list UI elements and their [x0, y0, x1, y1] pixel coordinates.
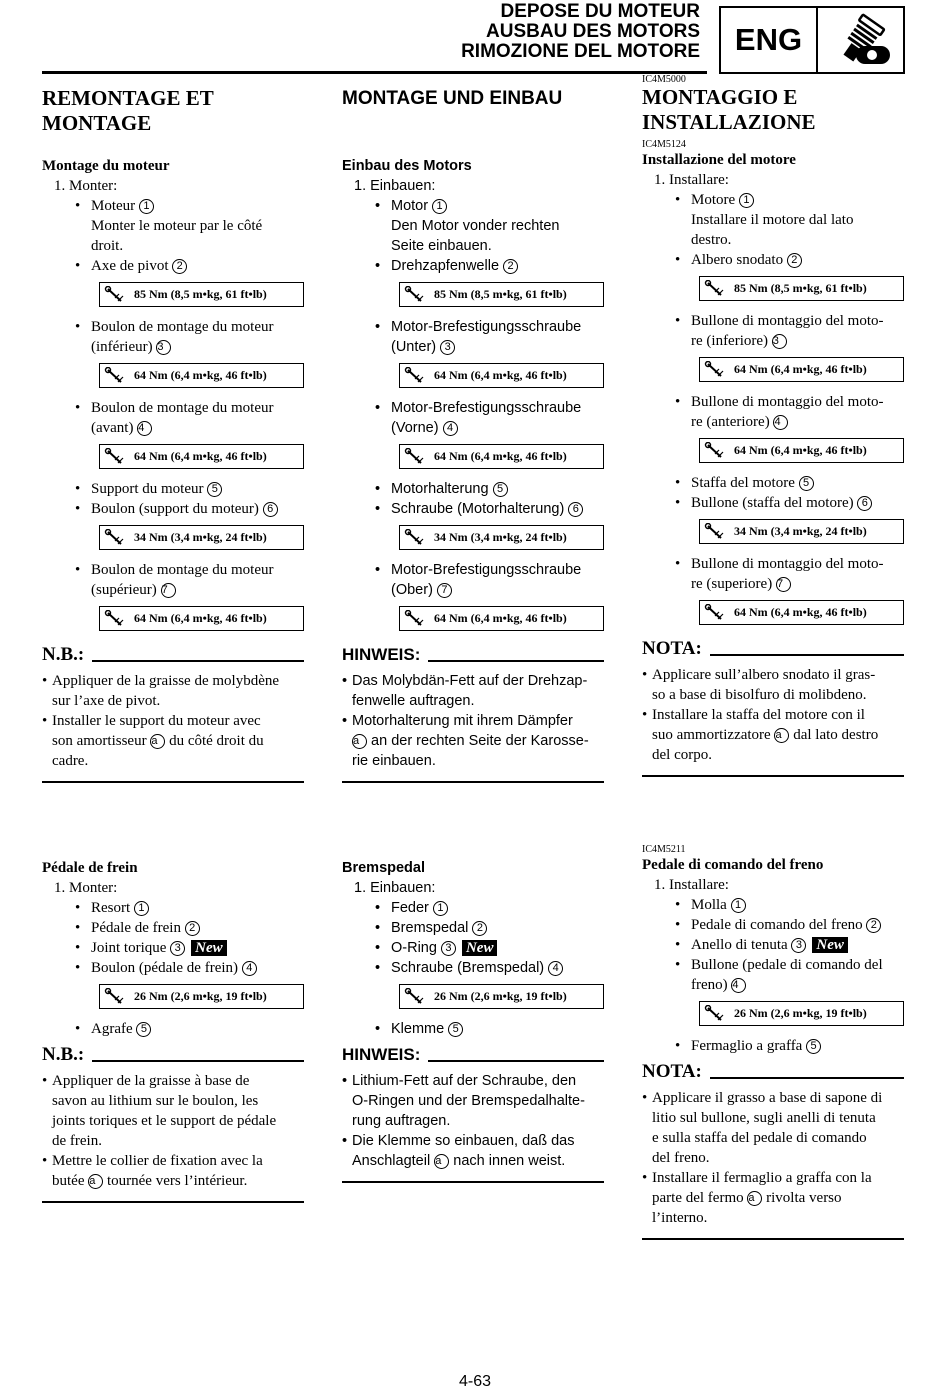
header-titles — [461, 2, 700, 62]
torque-spec: 64 Nm (6,4 m•kg, 46 ft•lb) — [699, 357, 904, 382]
callout-number: 5 — [806, 1039, 821, 1054]
callout-letter: a — [352, 734, 367, 749]
torque-wrench-icon — [100, 985, 130, 1008]
callout-number: 6 — [568, 502, 583, 517]
section-end-rule — [42, 1201, 304, 1203]
list-item: • Fermaglio a graffa 5 — [642, 1036, 904, 1056]
callout-number: 2 — [185, 921, 200, 936]
list-item: • Albero snodato 2 — [642, 250, 904, 270]
list-item: • Bullone (staffa del motore) 6 — [642, 493, 904, 513]
torque-wrench-icon — [700, 601, 730, 624]
note-heading: NOTA: — [642, 1060, 904, 1084]
callout-number: 4 — [548, 961, 563, 976]
step: 1. Installare: — [654, 877, 729, 893]
torque-spec: 64 Nm (6,4 m•kg, 46 ft•lb) — [99, 363, 304, 388]
subsection-title: Bremspedal — [342, 860, 426, 876]
callout-number: 3 — [156, 340, 171, 355]
list-item: • Anello di tenuta 3 New — [642, 935, 904, 955]
list-item: • Bullone di montaggio del moto- re (inferiore) 3 — [642, 311, 904, 351]
callout-number: 4 — [242, 961, 257, 976]
list-item: • Drehzapfenwelle 2 — [342, 256, 604, 276]
list-item: • Bullone di montaggio del moto- re (superiore) 7 — [642, 554, 904, 594]
torque-wrench-icon — [100, 607, 130, 630]
new-part-badge: New — [812, 937, 848, 953]
torque-spec: 64 Nm (6,4 m•kg, 46 ft•lb) — [99, 606, 304, 631]
torque-wrench-icon — [700, 520, 730, 543]
torque-spec: 26 Nm (2,6 m•kg, 19 ft•lb) — [99, 984, 304, 1009]
item-detail: Monter le moteur par le côté droit. — [91, 218, 263, 254]
upper-de-column — [342, 86, 604, 783]
callout-number: 5 — [207, 482, 222, 497]
callout-number: 7 — [161, 583, 176, 598]
list-item: • Agrafe 5 — [42, 1019, 304, 1039]
torque-spec: 64 Nm (6,4 m•kg, 46 ft•lb) — [699, 438, 904, 463]
callout-number: 3 — [440, 340, 455, 355]
note-item: • Applicare sull’albero snodato il gras- so a base di bisolfuro di molibdeno. — [642, 665, 904, 705]
callout-number: 1 — [731, 898, 746, 913]
section-end-rule — [42, 781, 304, 783]
subsection-code: IC4M5211 — [642, 844, 686, 855]
lower-it-column — [642, 844, 904, 1240]
list-item: • Boulon (support du moteur) 6 — [42, 499, 304, 519]
list-item: • Bullone (pedale di comando del freno) 4 — [642, 955, 904, 995]
list-item: • Resort 1 — [42, 898, 304, 918]
callout-number: 1 — [432, 199, 447, 214]
list-item: • Axe de pivot 2 — [42, 256, 304, 276]
callout-number: 1 — [739, 193, 754, 208]
callout-number: 2 — [787, 253, 802, 268]
torque-spec: 34 Nm (3,4 m•kg, 24 ft•lb) — [99, 525, 304, 550]
callout-number: 7 — [776, 577, 791, 592]
section-title: REMONTAGE ET MONTAGE — [42, 86, 214, 135]
note-heading: NOTA: — [642, 637, 904, 661]
torque-wrench-icon — [400, 526, 430, 549]
torque-wrench-icon — [400, 445, 430, 468]
note-heading: HINWEIS: — [342, 643, 604, 667]
torque-wrench-icon — [400, 283, 430, 306]
callout-letter: a — [88, 1174, 103, 1189]
page-number: 4-63 — [458, 1373, 492, 1390]
list-item: • Boulon de montage du moteur (supérieur) 7 — [42, 560, 304, 600]
torque-wrench-icon — [100, 526, 130, 549]
callout-number: 2 — [472, 921, 487, 936]
upper-fr-column — [42, 86, 304, 783]
upper-it-column — [642, 74, 904, 777]
torque-spec: 26 Nm (2,6 m•kg, 19 ft•lb) — [699, 1001, 904, 1026]
callout-number: 3 — [791, 938, 806, 953]
list-item: • Pedale di comando del freno 2 — [642, 915, 904, 935]
list-item: • Bremspedal 2 — [342, 918, 604, 938]
subsection-title: Einbau des Motors — [342, 158, 472, 174]
torque-spec: 85 Nm (8,5 m•kg, 61 ft•lb) — [399, 282, 604, 307]
list-item: • Boulon (pédale de frein) 4 — [42, 958, 304, 978]
note-item: • Appliquer de la graisse à base de savon au lithium sur le boulon, les joints toriques et le support de pédale de frein. — [42, 1071, 304, 1151]
callout-number: 4 — [773, 415, 788, 430]
list-item: • Motore 1 — [642, 190, 904, 210]
section-tag-box — [719, 6, 905, 74]
step: 1. Monter: — [54, 178, 118, 194]
note-item: • Das Molybdän-Fett auf der Drehzap- fenwelle auftragen. — [342, 671, 604, 711]
callout-number: 2 — [503, 259, 518, 274]
section-end-rule — [642, 775, 904, 777]
torque-spec: 34 Nm (3,4 m•kg, 24 ft•lb) — [699, 519, 904, 544]
step: 1. Installare: — [654, 172, 729, 188]
list-item: • Bullone di montaggio del moto- re (anteriore) 4 — [642, 392, 904, 432]
callout-number: 1 — [134, 901, 149, 916]
list-item: • Joint torique 3 New — [42, 938, 304, 958]
engine-icon — [818, 8, 903, 72]
callout-number: 5 — [448, 1022, 463, 1037]
subsection-title: Installazione del motore — [642, 152, 796, 168]
section-tag: ENG — [721, 8, 818, 72]
torque-wrench-icon — [100, 364, 130, 387]
list-item: • Motor-Brefestigungsschraube (Ober) 7 — [342, 560, 604, 600]
callout-letter: a — [434, 1154, 449, 1169]
callout-number: 4 — [443, 421, 458, 436]
torque-wrench-icon — [100, 445, 130, 468]
callout-number: 3 — [772, 334, 787, 349]
header-title-fr: DEPOSE DU MOTEUR — [500, 1, 700, 22]
callout-number: 6 — [857, 496, 872, 511]
torque-wrench-icon — [400, 364, 430, 387]
torque-spec: 64 Nm (6,4 m•kg, 46 ft•lb) — [399, 363, 604, 388]
section-code: IC4M5000 — [642, 74, 686, 85]
callout-letter: a — [774, 728, 789, 743]
note-item: • Motorhalterung mit ihrem Dämpfer a an der rechten Seite der Karosse- rie einbauen. — [342, 711, 604, 771]
torque-spec: 64 Nm (6,4 m•kg, 46 ft•lb) — [399, 444, 604, 469]
torque-spec: 34 Nm (3,4 m•kg, 24 ft•lb) — [399, 525, 604, 550]
callout-number: 1 — [139, 199, 154, 214]
list-item: • Boulon de montage du moteur (inférieur) 3 — [42, 317, 304, 357]
note-heading: HINWEIS: — [342, 1043, 604, 1067]
note-item: • Mettre le collier de fixation avec la butée a tournée vers l’intérieur. — [42, 1151, 304, 1191]
new-part-badge: New — [191, 940, 227, 956]
list-item: • Pédale de frein 2 — [42, 918, 304, 938]
list-item: • O-Ring 3 New — [342, 938, 604, 958]
list-item: • Staffa del motore 5 — [642, 473, 904, 493]
torque-wrench-icon — [700, 439, 730, 462]
note-item: • Installare la staffa del motore con il suo ammortizzatore a dal lato destro del corpo. — [642, 705, 904, 765]
callout-number: 5 — [799, 476, 814, 491]
callout-number: 4 — [731, 978, 746, 993]
item-detail: Den Motor vonder rechten Seite einbauen. — [391, 218, 560, 254]
callout-number: 4 — [137, 421, 152, 436]
note-item: • Installare il fermaglio a graffa con la parte del fermo a rivolta verso l’interno. — [642, 1168, 904, 1228]
note-heading: N.B.: — [42, 643, 304, 667]
step: 1. Einbauen: — [354, 178, 436, 194]
section-end-rule — [642, 1238, 904, 1240]
note-item: • Lithium-Fett auf der Schraube, den O-Ringen und der Bremspedalhalte- rung auftragen. — [342, 1071, 604, 1131]
list-item: • Feder 1 — [342, 898, 604, 918]
list-item: • Schraube (Bremspedal) 4 — [342, 958, 604, 978]
subsection-code: IC4M5124 — [642, 139, 686, 150]
note-item: • Appliquer de la graisse de molybdène sur l’axe de pivot. — [42, 671, 304, 711]
note-item: • Applicare il grasso a base di sapone di litio sul bullone, sugli anelli di tenuta e sulla staffa del pedale di comando del freno. — [642, 1088, 904, 1168]
callout-number: 5 — [493, 482, 508, 497]
torque-wrench-icon — [700, 358, 730, 381]
step: 1. Monter: — [54, 880, 118, 896]
section-title: MONTAGE UND EINBAU — [342, 88, 563, 109]
list-item: • Motor 1 — [342, 196, 604, 216]
subsection-title: Montage du moteur — [42, 158, 170, 174]
callout-number: 5 — [136, 1022, 151, 1037]
note-item: • Installer le support du moteur avec son amortisseur a du côté droit du cadre. — [42, 711, 304, 771]
torque-spec: 26 Nm (2,6 m•kg, 19 ft•lb) — [399, 984, 604, 1009]
note-heading: N.B.: — [42, 1043, 304, 1067]
torque-spec: 64 Nm (6,4 m•kg, 46 ft•lb) — [399, 606, 604, 631]
torque-wrench-icon — [400, 985, 430, 1008]
torque-spec: 85 Nm (8,5 m•kg, 61 ft•lb) — [99, 282, 304, 307]
list-item: • Support du moteur 5 — [42, 479, 304, 499]
list-item: • Schraube (Motorhalterung) 6 — [342, 499, 604, 519]
step: 1. Einbauen: — [354, 880, 436, 896]
section-title: MONTAGGIO E INSTALLAZIONE — [642, 85, 816, 134]
callout-letter: a — [150, 734, 165, 749]
item-detail: Installare il motore dal lato destro. — [691, 212, 854, 248]
header-title-de: AUSBAU DES MOTORS — [486, 21, 700, 42]
list-item: • Klemme 5 — [342, 1019, 604, 1039]
header-rule — [42, 71, 707, 74]
callout-number: 3 — [170, 941, 185, 956]
callout-number: 2 — [866, 918, 881, 933]
subsection-title: Pedale di comando del freno — [642, 857, 824, 873]
list-item: • Motorhalterung 5 — [342, 479, 604, 499]
section-end-rule — [342, 1181, 604, 1183]
list-item: • Motor-Brefestigungsschraube (Vorne) 4 — [342, 398, 604, 438]
callout-number: 3 — [441, 941, 456, 956]
list-item: • Boulon de montage du moteur (avant) 4 — [42, 398, 304, 438]
torque-spec: 85 Nm (8,5 m•kg, 61 ft•lb) — [699, 276, 904, 301]
lower-fr-column — [42, 858, 304, 1203]
torque-spec: 64 Nm (6,4 m•kg, 46 ft•lb) — [699, 600, 904, 625]
torque-wrench-icon — [400, 607, 430, 630]
callout-letter: a — [747, 1191, 762, 1206]
new-part-badge: New — [462, 940, 498, 956]
torque-wrench-icon — [700, 277, 730, 300]
list-item: • Moteur 1 — [42, 196, 304, 216]
torque-spec: 64 Nm (6,4 m•kg, 46 ft•lb) — [99, 444, 304, 469]
torque-wrench-icon — [100, 283, 130, 306]
torque-wrench-icon — [700, 1002, 730, 1025]
list-item: • Molla 1 — [642, 895, 904, 915]
list-item: • Motor-Brefestigungsschraube (Unter) 3 — [342, 317, 604, 357]
callout-number: 1 — [433, 901, 448, 916]
callout-number: 7 — [437, 583, 452, 598]
section-end-rule — [342, 781, 604, 783]
lower-de-column — [342, 858, 604, 1183]
callout-number: 2 — [172, 259, 187, 274]
header-title-it: RIMOZIONE DEL MOTORE — [461, 41, 700, 62]
subsection-title: Pédale de frein — [42, 860, 138, 876]
callout-number: 6 — [263, 502, 278, 517]
note-item: • Die Klemme so einbauen, daß das Anschlagteil a nach innen weist. — [342, 1131, 604, 1171]
